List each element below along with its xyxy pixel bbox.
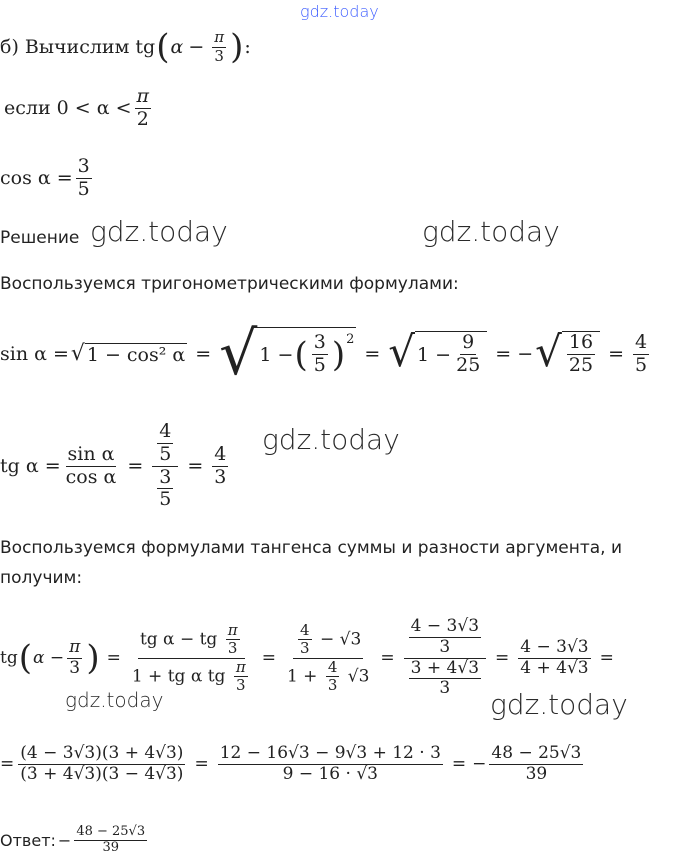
exp-den: 9 − 16 · √3 — [282, 763, 378, 784]
answer-fraction — [74, 825, 147, 856]
cf-d-num: 3 — [159, 465, 172, 488]
simp-den: 4 + 4√3 — [520, 657, 589, 678]
eq-14: = — [451, 754, 467, 774]
simplified-fraction — [518, 638, 590, 678]
watermark-3: gdz.today — [262, 423, 400, 456]
eq-11: = — [599, 648, 614, 668]
combined-fraction — [404, 617, 486, 698]
s25-num: 16 — [568, 331, 594, 354]
cf-d-den: 5 — [159, 488, 172, 511]
eq-13: = — [194, 754, 209, 774]
task-line — [0, 22, 251, 72]
sf-num-3: 3 — [300, 639, 310, 658]
ff-num: 4 — [635, 330, 648, 353]
result-minus: − — [472, 754, 487, 774]
left-paren: ( — [156, 27, 170, 67]
cf-n-den: 5 — [159, 442, 172, 465]
eq-10: = — [495, 648, 510, 668]
right-paren: ) — [230, 27, 244, 67]
task-suffix: : — [244, 36, 251, 58]
eq-2: = — [364, 343, 381, 365]
ff-den: 5 — [635, 353, 648, 376]
ans-num: 48 − 25√3 — [76, 823, 146, 839]
tgd-pi: π — [69, 636, 81, 657]
sf-sqrt3: √3 — [347, 665, 370, 686]
complex-fraction — [152, 421, 178, 511]
cf-n-num: 4 — [159, 419, 172, 442]
tg-lhs: tg α = — [0, 455, 61, 477]
cos-fraction — [76, 156, 92, 201]
tgd-lhs: tg — [0, 648, 18, 668]
sqrt-1: √ 1 − cos² α — [70, 340, 186, 366]
eq-6: = — [187, 455, 204, 477]
prod-num: (4 − 3√3)(3 + 4√3) — [20, 742, 184, 763]
condition-pi-over-2 — [135, 86, 152, 131]
sf-den-3: 3 — [327, 675, 338, 694]
one-minus-1: 1 − — [259, 343, 294, 366]
eq-9: = — [380, 648, 395, 668]
eq-4: = — [608, 343, 625, 365]
tgf-num-text: tg α − tg — [139, 629, 218, 650]
three-fifths — [312, 332, 328, 377]
task-pi-over-3 — [212, 29, 226, 65]
tg-diff-line: tg ( α − $\frac{\pi}{3}$ ) = tg α − tg $\frac{\pi}{3}$ 1 + tg α tg $\frac{\pi}{3}$ = $\frac{4}{3}$ − √3 1 + $\frac{4}{3}$ √3 = $\frac{\frac{4 - 3√3}{3}}{\frac{3 + 4√3}{3}}$ = $\frac{4 - 3√3}{4 + 4√3}$ = — [0, 616, 614, 699]
four-thirds — [212, 444, 228, 489]
task-pi: π — [214, 28, 225, 47]
cmb-num-num: 4 − 3√3 — [410, 616, 480, 637]
tg-formula — [130, 622, 253, 694]
sf-den-4: 4 — [327, 657, 338, 676]
cmb-num-den: 3 — [439, 636, 451, 657]
watermark-4: gdz.today — [65, 688, 164, 712]
sum-diff-text-2: получим: — [0, 568, 83, 588]
product-line — [0, 732, 586, 796]
tgd-alpha-minus: α − — [32, 648, 65, 668]
ft-num: 4 — [214, 442, 227, 465]
task-three: 3 — [214, 46, 224, 65]
sixteen-over-25 — [567, 332, 595, 377]
sin-over-cos — [64, 444, 119, 489]
ft-den: 3 — [214, 465, 227, 488]
expanded-fraction — [218, 744, 443, 784]
eq-5: = — [127, 455, 144, 477]
answer-line — [0, 818, 150, 862]
four-fifths — [633, 332, 649, 377]
nine-over-25 — [454, 332, 482, 377]
ans-den: 39 — [102, 839, 119, 855]
one-minus-cos2: 1 − cos² α — [86, 343, 186, 366]
res-den: 39 — [525, 763, 548, 784]
eq-1: = — [195, 343, 212, 365]
simp-num: 4 − 3√3 — [520, 636, 589, 657]
condition-if-text: если 0 < α < — [4, 97, 132, 119]
condition-two: 2 — [136, 107, 149, 130]
watermark-2: gdz.today — [422, 215, 560, 248]
cos-den: 5 — [77, 177, 90, 200]
soc-den: cos α — [65, 465, 117, 488]
watermark-5: gdz.today — [490, 688, 628, 721]
sin-lhs: sin α = — [0, 343, 69, 365]
cos-num: 3 — [77, 154, 90, 177]
formulas-text: Воспользуемся тригонометрическими формулами: — [0, 274, 459, 294]
sqrt-4: √ $\frac{16}{25}$ — [535, 331, 600, 377]
eq-8: = — [261, 648, 276, 668]
tgf-num-three: 3 — [227, 639, 238, 658]
result-fraction — [489, 744, 583, 784]
tgf-den-text: 1 + tg α tg — [131, 665, 226, 686]
sf-num-4: 4 — [300, 621, 310, 639]
tgf-den-pi: π — [235, 657, 246, 676]
s25-den: 25 — [568, 354, 594, 376]
cmb-den-den: 3 — [439, 678, 451, 699]
tgf-den-three: 3 — [235, 675, 246, 694]
sum-diff-text-1: Воспользуемся формулами тангенса суммы и разности аргумента, и — [0, 538, 623, 558]
tf-num: 3 — [313, 331, 326, 354]
sf-one-plus: 1 + — [286, 665, 318, 686]
sqrt-2: √ 1 − ( $\frac{3}{5}$ ) $^2$ — [219, 319, 355, 389]
n25-den: 25 — [456, 354, 481, 376]
task-alpha: α — [170, 36, 184, 58]
sqrt-3: √ 1 − $\frac{9}{25}$ — [388, 331, 487, 377]
condition-if-line — [4, 80, 154, 136]
watermark-top: gdz.today — [300, 2, 379, 21]
task-minus: − — [188, 36, 205, 58]
answer-minus: − — [57, 830, 72, 850]
neg-sign: − — [517, 343, 534, 365]
soc-num: sin α — [67, 442, 115, 465]
tgd-three: 3 — [69, 657, 81, 678]
n25-num: 9 — [462, 331, 475, 354]
eq-3: = — [495, 343, 512, 365]
task-prefix: б) Вычислим tg — [0, 36, 156, 58]
tgf-num-pi: π — [227, 621, 238, 639]
product-fraction — [18, 744, 185, 784]
answer-label: Ответ: — [0, 830, 56, 850]
cos-text: cos α = — [0, 167, 73, 189]
sf-minus-sqrt3: − √3 — [320, 629, 362, 650]
sin-line — [0, 318, 652, 390]
condition-pi: π — [136, 84, 150, 107]
subst-fraction — [285, 622, 371, 694]
tf-den: 5 — [313, 354, 326, 376]
res-num: 48 − 25√3 — [491, 742, 582, 763]
prod-den: (3 + 4√3)(3 − 4√3) — [20, 763, 184, 784]
exp-num: 12 − 16√3 − 9√3 + 12 · 3 — [219, 742, 441, 763]
watermark-1: gdz.today — [90, 215, 228, 248]
cmb-den-num: 3 + 4√3 — [410, 657, 480, 678]
cos-line — [0, 150, 95, 206]
eq-7: = — [106, 648, 121, 668]
solution-label: Решение — [0, 228, 80, 248]
one-minus-2: 1 − — [417, 343, 452, 366]
square-exp: 2 — [346, 332, 355, 347]
eq-12: = — [0, 754, 15, 774]
tg-line — [0, 420, 231, 512]
